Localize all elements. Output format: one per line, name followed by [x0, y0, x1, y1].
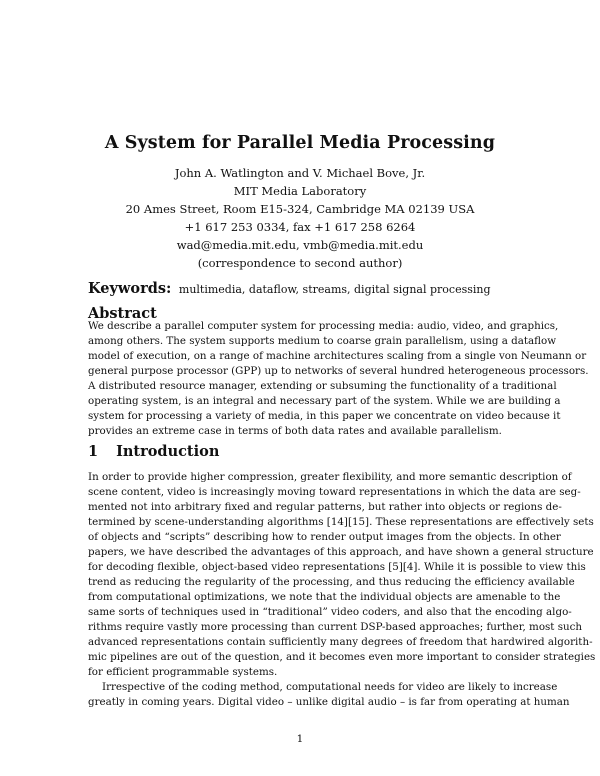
- intro-line: mic pipelines are out of the question, and it becomes even more important to consider strategies: [88, 651, 596, 663]
- abstract-line: operating system, is an integral and necessary part of the system. While we are building a: [88, 395, 561, 407]
- author-correspondence: (correspondence to second author): [197, 256, 403, 270]
- abstract-line: A distributed resource manager, extending or subsuming the functionality of a traditional: [88, 380, 557, 392]
- abstract-line: We describe a parallel computer system for processing media: audio, video, and graphics,: [88, 320, 559, 332]
- intro-line: for decoding flexible, object-based video representations [5][4]. While it is possible to view this: [88, 561, 586, 573]
- author-address: 20 Ames Street, Room E15-324, Cambridge MA 02139 USA: [125, 202, 475, 216]
- intro-line: rithms require vastly more processing than current DSP-based approaches; further, most such: [88, 621, 583, 633]
- section-title: Introduction: [116, 443, 220, 460]
- intro-line: Irrespective of the coding method, computational needs for video are likely to increase: [102, 681, 558, 693]
- intro-line: mented not into arbitrary fixed and regular patterns, but rather into objects or regions de-: [88, 501, 562, 513]
- introduction-heading: [88, 443, 219, 460]
- intro-line: papers, we have described the advantages of this approach, and have shown a general structure: [88, 546, 594, 558]
- abstract-line: model of execution, on a range of machine architectures scaling from a single von Neumann or: [88, 350, 587, 362]
- intro-line: trend as reducing the regularity of the processing, and thus reducing the efficiency available: [88, 576, 575, 588]
- page-number: 1: [296, 733, 304, 745]
- intro-line: In order to provide higher compression, greater flexibility, and more semantic description of: [88, 471, 572, 483]
- intro-line: from computational optimizations, we note that the individual objects are amenable to the: [88, 591, 561, 603]
- abstract-heading: Abstract: [88, 305, 157, 322]
- author-phone: +1 617 253 0334, fax +1 617 258 6264: [184, 220, 416, 234]
- intro-line: advanced representations contain sufficiently many degrees of freedom that hardwired algorith-: [88, 636, 593, 648]
- introduction-body: [88, 470, 596, 710]
- intro-line: same sorts of techniques used in “traditional” video coders, and also that the encoding algo-: [88, 606, 572, 618]
- author-email: wad@media.mit.edu, vmb@media.mit.edu: [176, 238, 424, 252]
- abstract-body: [88, 319, 589, 439]
- paper-title: A System for Parallel Media Processing: [104, 133, 496, 153]
- abstract-line: among others. The system supports medium to coarse grain parallelism, using a dataflow: [88, 335, 557, 347]
- abstract-line: system for processing a variety of media, in this paper we concentrate on video because it: [88, 410, 561, 422]
- keywords-text: multimedia, dataflow, streams, digital signal processing: [178, 283, 491, 296]
- abstract-line: provides an extreme case in terms of both data rates and available parallelism.: [88, 425, 502, 437]
- abstract-line: general purpose processor (GPP) up to networks of several hundred heterogeneous processors.: [88, 365, 589, 377]
- intro-line: scene content, video is increasingly moving toward representations in which the data are seg-: [88, 486, 581, 498]
- section-number: 1: [88, 443, 99, 460]
- keywords: [88, 280, 491, 297]
- keywords-label: Keywords:: [88, 280, 172, 297]
- intro-line: for efficient programmable systems.: [88, 666, 278, 678]
- author-affiliation: MIT Media Laboratory: [233, 184, 367, 198]
- intro-line: termined by scene-understanding algorithms [14][15]. These representations are effectively sets: [88, 516, 594, 528]
- intro-line: greatly in coming years. Digital video – unlike digital audio – is far from operating at human: [88, 696, 570, 708]
- intro-line: of objects and “scripts” describing how to render output images from the objects. In other: [88, 531, 561, 543]
- author-names: John A. Watlington and V. Michael Bove, Jr.: [174, 166, 426, 180]
